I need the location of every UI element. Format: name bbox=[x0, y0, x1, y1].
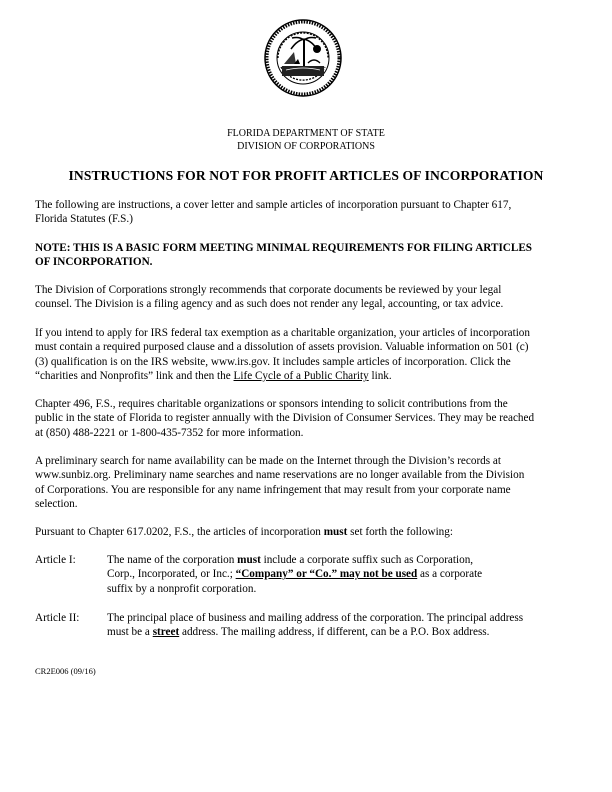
note-paragraph: NOTE: THIS IS A BASIC FORM MEETING MINIMAL REQUIREMENTS FOR FILING ARTICLES OF INCORPORATION. bbox=[35, 242, 533, 269]
state-seal-icon bbox=[264, 19, 342, 97]
pursuant-paragraph: Pursuant to Chapter 617.0202, F.S., the articles of incorporation must set forth the following: bbox=[35, 526, 453, 538]
name-availability-paragraph: A preliminary search for name availability can be made on the Internet through the Division’s records at www.sunbiz.org. Preliminary name searches and name reservations are no longer available from the Division of Corporations. You are responsible for any name infringement that may result from your corporate name selection. bbox=[35, 455, 525, 511]
chapter-496-paragraph: Chapter 496, F.S., requires charitable organizations or sponsors intending to solicit contributions from the public in the state of Florida to register annually with the Division of Consumer Services. They may be reached at (850) 488-2221 or 1-800-435-7352 for more information. bbox=[35, 398, 535, 439]
division-name: DIVISION OF CORPORATIONS bbox=[237, 141, 375, 152]
life-cycle-public-charity-link[interactable]: Life Cycle of a Public Charity bbox=[233, 370, 369, 383]
legal-review-paragraph: The Division of Corporations strongly recommends that corporate documents be reviewed by your legal counsel. The Division is a filing agency and as such does not render any legal, accounting, or tax advice. bbox=[35, 284, 504, 311]
irs-exemption-paragraph: If you intend to apply for IRS federal tax exemption as a charitable organization, your articles of incorporation must contain a required purposed clause and a dissolution of assets provision. Valuable information on 501 (c) (3) qualification is on the IRS website, www.irs.gov. It includes sample articles of incorporation. Click the “charities and Nonprofits” link and then the Life Cycle of a Public Charity link. bbox=[35, 327, 530, 383]
department-name: FLORIDA DEPARTMENT OF STATE bbox=[227, 128, 385, 139]
article-2-text: The principal place of business and mailing address of the corporation. The principal address must be a street address. The mailing address, if different, can be a P.O. Box address. bbox=[107, 612, 524, 639]
page-title: INSTRUCTIONS FOR NOT FOR PROFIT ARTICLES OF INCORPORATION bbox=[68, 168, 544, 183]
intro-paragraph: The following are instructions, a cover letter and sample articles of incorporation pursuant to Chapter 617, Florida Statutes (F.S.) bbox=[35, 199, 512, 226]
article-2-label: Article II: bbox=[35, 612, 80, 624]
article-1-text: The name of the corporation must include a corporate suffix such as Corporation, Corp., Incorporated, or Inc.; “Company” or “Co.” may not be used as a corporate suffix by a nonprofit corporation. bbox=[107, 554, 483, 595]
article-1-label: Article I: bbox=[35, 554, 76, 566]
form-code: CR2E006 (09/16) bbox=[35, 666, 96, 676]
